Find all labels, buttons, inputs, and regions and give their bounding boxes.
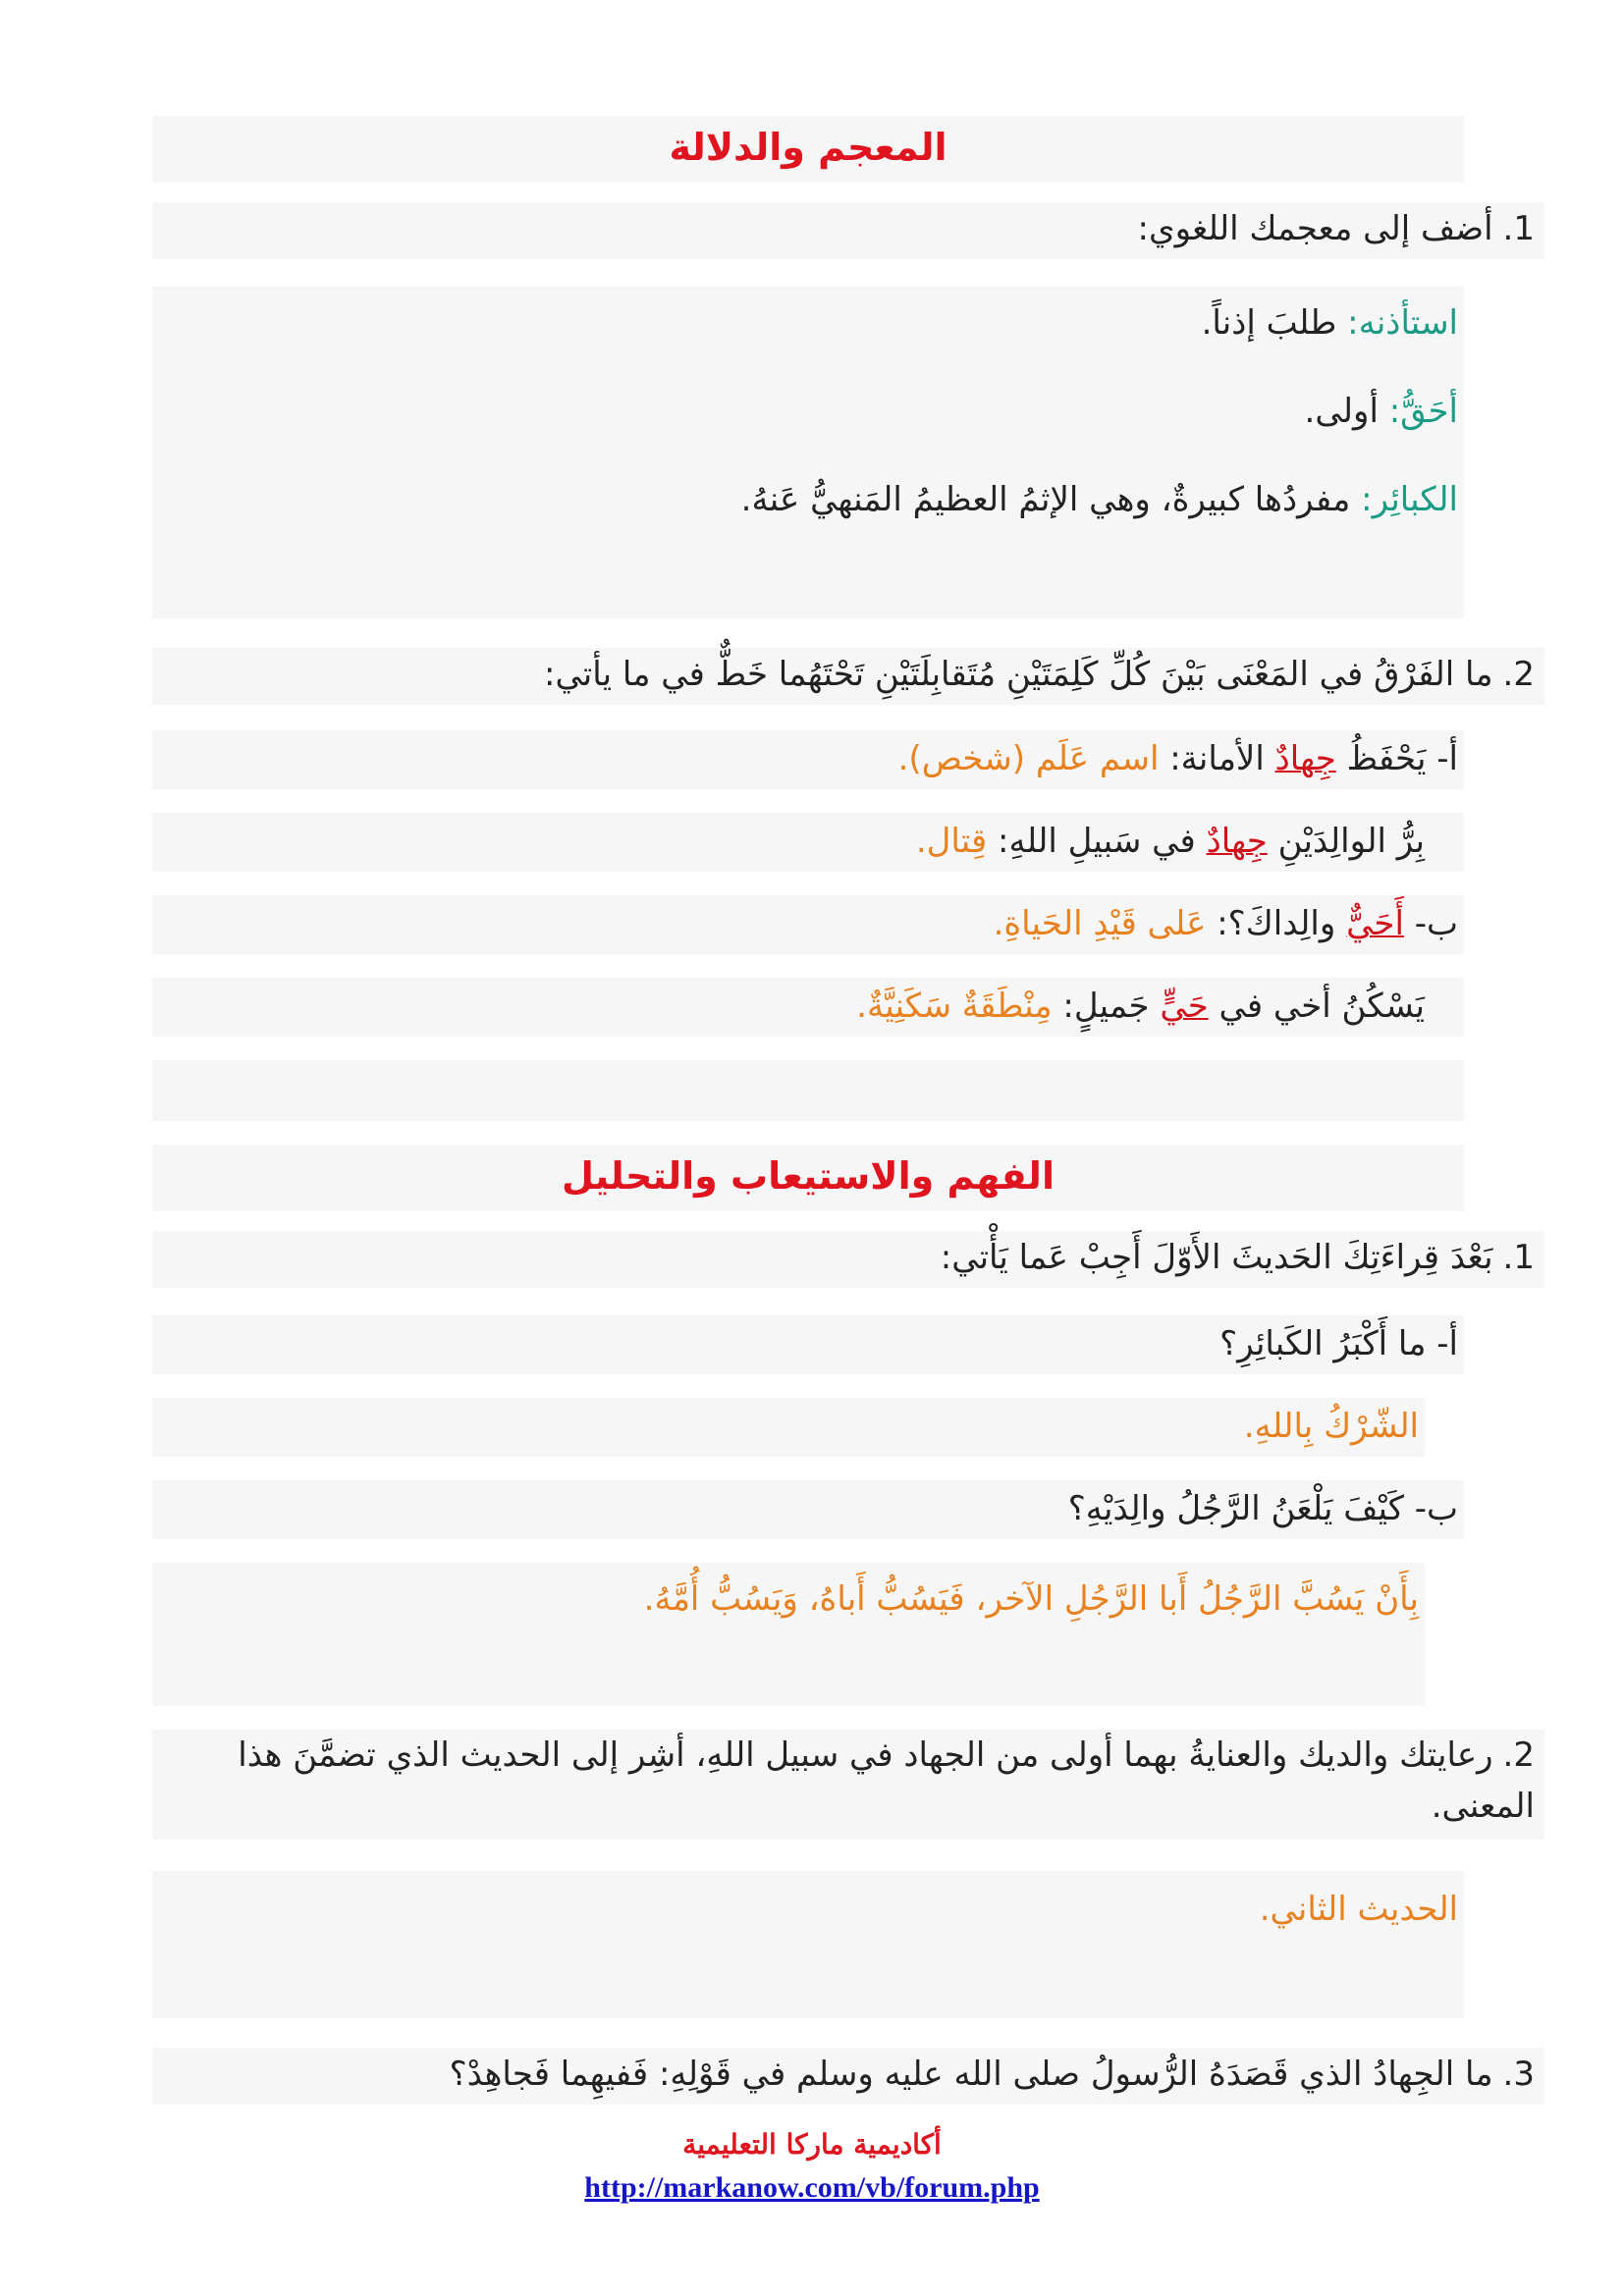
row-answer: مِنْطَقَةٌ سَكَنِيَّةٌ. bbox=[856, 987, 1053, 1026]
answer-text: الحديث الثاني. bbox=[1259, 1890, 1458, 1929]
vocabulary-box bbox=[152, 287, 1464, 618]
underlined-word: جِهادٌ bbox=[1274, 739, 1336, 778]
vocab-meaning: مفردُها كبيرةٌ، وهي الإثمُ العظيمُ المَنهيُّ عَنهُ. bbox=[740, 480, 1362, 519]
row-text: الأمانة: bbox=[1159, 739, 1275, 778]
footer-title: أكاديمية ماركا التعليمية bbox=[682, 2128, 942, 2161]
underlined-word: حَيٍّ bbox=[1160, 987, 1209, 1026]
question-number: 2. bbox=[1502, 1735, 1535, 1775]
question-text: أضف إلى معجمك اللغوي: bbox=[1137, 209, 1493, 248]
empty-row bbox=[152, 1060, 1464, 1121]
vocab-item bbox=[1305, 385, 1458, 438]
question-number: 1. bbox=[1502, 209, 1535, 248]
row-text: والِداكَ؟: bbox=[1206, 904, 1347, 943]
vocab-meaning: طلبَ إذناً. bbox=[1201, 303, 1348, 343]
sub-question bbox=[152, 1315, 1464, 1374]
question-text: ما الجِهادُ الذي قَصَدَهُ الرُّسولُ صلى الله عليه وسلم في قَوْلِهِ: فَفيهِما فَجاهِدْ؟ bbox=[449, 2055, 1493, 2094]
section-heading-text: المعجم والدلالة bbox=[669, 126, 947, 169]
row-text: أ- يَحْفَظُ bbox=[1335, 739, 1458, 778]
question-3 bbox=[152, 2048, 1544, 2105]
meaning-row bbox=[152, 730, 1464, 789]
answer-box bbox=[152, 1871, 1464, 2018]
footer-link[interactable]: http://markanow.com/vb/forum.php bbox=[584, 2171, 1040, 2204]
question-text: ما الفَرْقُ في المَعْنَى بَيْنَ كُلِّ كَلِمَتَيْنِ مُتَقابِلَتَيْنِ تَحْتَهُما خَطٌّ في ما يأتي: bbox=[544, 655, 1493, 694]
row-text: يَسْكُنُ أخي في bbox=[1208, 987, 1425, 1026]
sub-question-text: ب- كَيْفَ يَلْعَنُ الرَّجُلُ والِدَيْهِ؟ bbox=[1067, 1489, 1458, 1528]
meaning-row bbox=[152, 895, 1464, 954]
section-heading-text: الفهم والاستيعاب والتحليل bbox=[562, 1154, 1055, 1198]
answer-text: بِأَنْ يَسُبَّ الرَّجُلُ أَبا الرَّجُلِ الآخر، فَيَسُبُّ أَباهُ، وَيَسُبُّ أُمَّهُ. bbox=[643, 1579, 1419, 1619]
sub-question-text: أ- ما أَكْبَرُ الكَبائِرِ؟ bbox=[1219, 1324, 1458, 1363]
row-answer: قِتال. bbox=[915, 822, 988, 861]
question-2 bbox=[152, 648, 1544, 705]
row-answer: عَلى قَيْدِ الحَياةِ. bbox=[993, 904, 1207, 943]
row-text: ب- bbox=[1403, 904, 1458, 943]
section-heading-lexicon bbox=[152, 116, 1464, 183]
section-heading-comprehension bbox=[152, 1145, 1464, 1211]
row-answer: اسم عَلَم (شخص). bbox=[897, 739, 1160, 778]
row-text: بِرُّ الوالِدَيْنِ bbox=[1267, 822, 1425, 861]
meaning-row bbox=[152, 978, 1464, 1037]
question-2 bbox=[152, 1730, 1544, 1840]
row-text: في سَبيلِ اللهِ: bbox=[987, 822, 1207, 861]
vocab-item bbox=[1202, 296, 1458, 349]
vocab-term: الكبائِر: bbox=[1361, 480, 1458, 519]
question-text: رعايتك والديك والعنايةُ بهما أولى من الجهاد في سبيل اللهِ، أشِر إلى الحديث الذي تضمَّنَ هذا المعنى. bbox=[238, 1735, 1535, 1826]
answer-box bbox=[152, 1563, 1425, 1706]
vocab-item bbox=[741, 473, 1458, 526]
question-text: بَعْدَ قِراءَتِكَ الحَديثَ الأَوّلَ أَجِبْ عَما يَأْتي: bbox=[940, 1238, 1493, 1277]
sub-question bbox=[152, 1480, 1464, 1539]
answer-row bbox=[152, 1398, 1425, 1457]
vocab-term: أحَقُّ: bbox=[1388, 392, 1458, 431]
vocab-meaning: أولى. bbox=[1304, 392, 1389, 431]
question-number: 2. bbox=[1502, 655, 1535, 694]
question-1 bbox=[152, 202, 1544, 259]
question-1 bbox=[152, 1231, 1544, 1288]
underlined-word: جِهادٌ bbox=[1206, 822, 1268, 861]
answer-text: الشّرْكُ بِاللهِ. bbox=[1243, 1407, 1419, 1446]
question-number: 3. bbox=[1502, 2055, 1535, 2094]
row-text: جَميلٍ: bbox=[1052, 987, 1161, 1026]
question-number: 1. bbox=[1502, 1238, 1535, 1277]
meaning-row bbox=[152, 813, 1464, 872]
underlined-word: أَحَيٌّ bbox=[1346, 904, 1404, 943]
vocab-term: استأذنه: bbox=[1347, 303, 1458, 343]
